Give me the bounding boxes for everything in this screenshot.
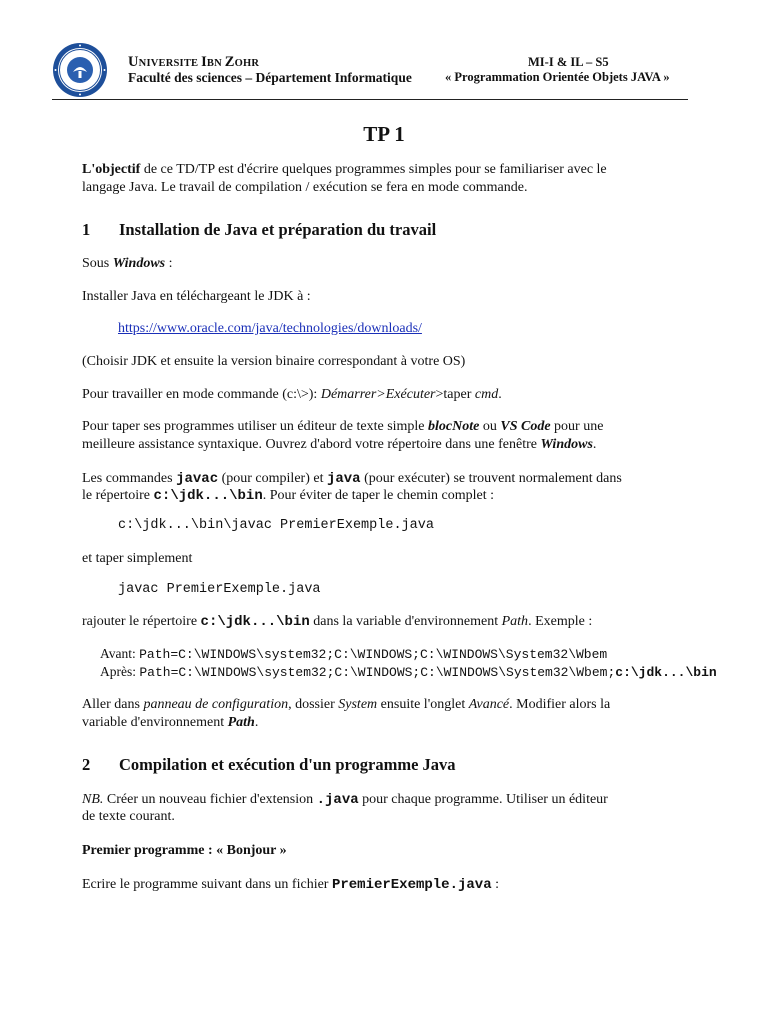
document-title: TP 1 bbox=[363, 122, 405, 146]
write-program-text: Ecrire le programme suivant dans un fichier PremierExemple.java : bbox=[82, 877, 499, 893]
faculty-name: Faculté des sciences – Département Informatique bbox=[128, 70, 412, 85]
editor-line-2: meilleure assistance syntaxique. Ouvrez d'abord votre répertoire dans une fenêtre Windows. bbox=[82, 437, 597, 452]
code-full-path: c:\jdk...\bin\javac PremierExemple.java bbox=[118, 518, 434, 533]
university-seal-logo bbox=[52, 42, 108, 98]
simply-text: et taper simplement bbox=[82, 551, 193, 566]
university-name: UNIVERSITE IBN ZOHR bbox=[128, 54, 260, 70]
oracle-download-link[interactable]: https://www.oracle.com/java/technologies/downloads/ bbox=[118, 321, 422, 336]
sous-windows-text: Sous Windows : bbox=[82, 256, 173, 271]
path-before: Avant: Path=C:\WINDOWS\system32;C:\WINDOWS;C:\WINDOWS\System32\Wbem bbox=[100, 646, 608, 662]
course-name: « Programmation Orientée Objets JAVA » bbox=[445, 70, 670, 84]
command-mode-text: Pour travailler en mode commande (c:\>): Démarrer>Exécuter>taper cmd. bbox=[82, 387, 502, 402]
config-line-1: Aller dans panneau de configuration, dossier System ensuite l'onglet Avancé. Modifier alors la bbox=[82, 697, 611, 712]
header-divider bbox=[52, 99, 688, 100]
section-1-heading: 1 Installation de Java et préparation du travail bbox=[82, 220, 437, 239]
course-code: MI-I & IL – S5 bbox=[528, 55, 609, 69]
nb-line-2: de texte courant. bbox=[82, 809, 175, 824]
nb-line-1: NB. Créer un nouveau fichier d'extension .java pour chaque programme. Utiliser un éditeur bbox=[82, 792, 608, 808]
editor-line-1: Pour taper ses programmes utiliser un éditeur de texte simple blocNote ou VS Code pour une bbox=[82, 419, 604, 434]
intro-line-1: L'objectif de ce TD/TP est d'écrire quelques programmes simples pour se familiariser avec le bbox=[82, 162, 607, 177]
first-program-heading: Premier programme : « Bonjour » bbox=[82, 843, 287, 858]
code-short: javac PremierExemple.java bbox=[118, 582, 321, 597]
path-after: Après: Path=C:\WINDOWS\system32;C:\WINDOWS;C:\WINDOWS\System32\Wbem;c:\jdk...\bin bbox=[100, 664, 717, 680]
install-text: Installer Java en téléchargeant le JDK à : bbox=[82, 289, 311, 304]
choose-jdk-text: (Choisir JDK et ensuite la version binaire correspondant à votre OS) bbox=[82, 354, 466, 369]
intro-line-2: langage Java. Le travail de compilation / exécution se fera en mode commande. bbox=[82, 180, 528, 195]
commands-line-2: le répertoire c:\jdk...\bin. Pour éviter de taper le chemin complet : bbox=[82, 488, 495, 504]
section-2-heading: 2 Compilation et exécution d'un programme Java bbox=[82, 755, 456, 774]
path-instruction: rajouter le répertoire c:\jdk...\bin dans la variable d'environnement Path. Exemple : bbox=[82, 614, 593, 630]
config-line-2: variable d'environnement Path. bbox=[82, 715, 259, 730]
commands-line-1: Les commandes javac (pour compiler) et java (pour exécuter) se trouvent normalement dans bbox=[82, 471, 622, 487]
